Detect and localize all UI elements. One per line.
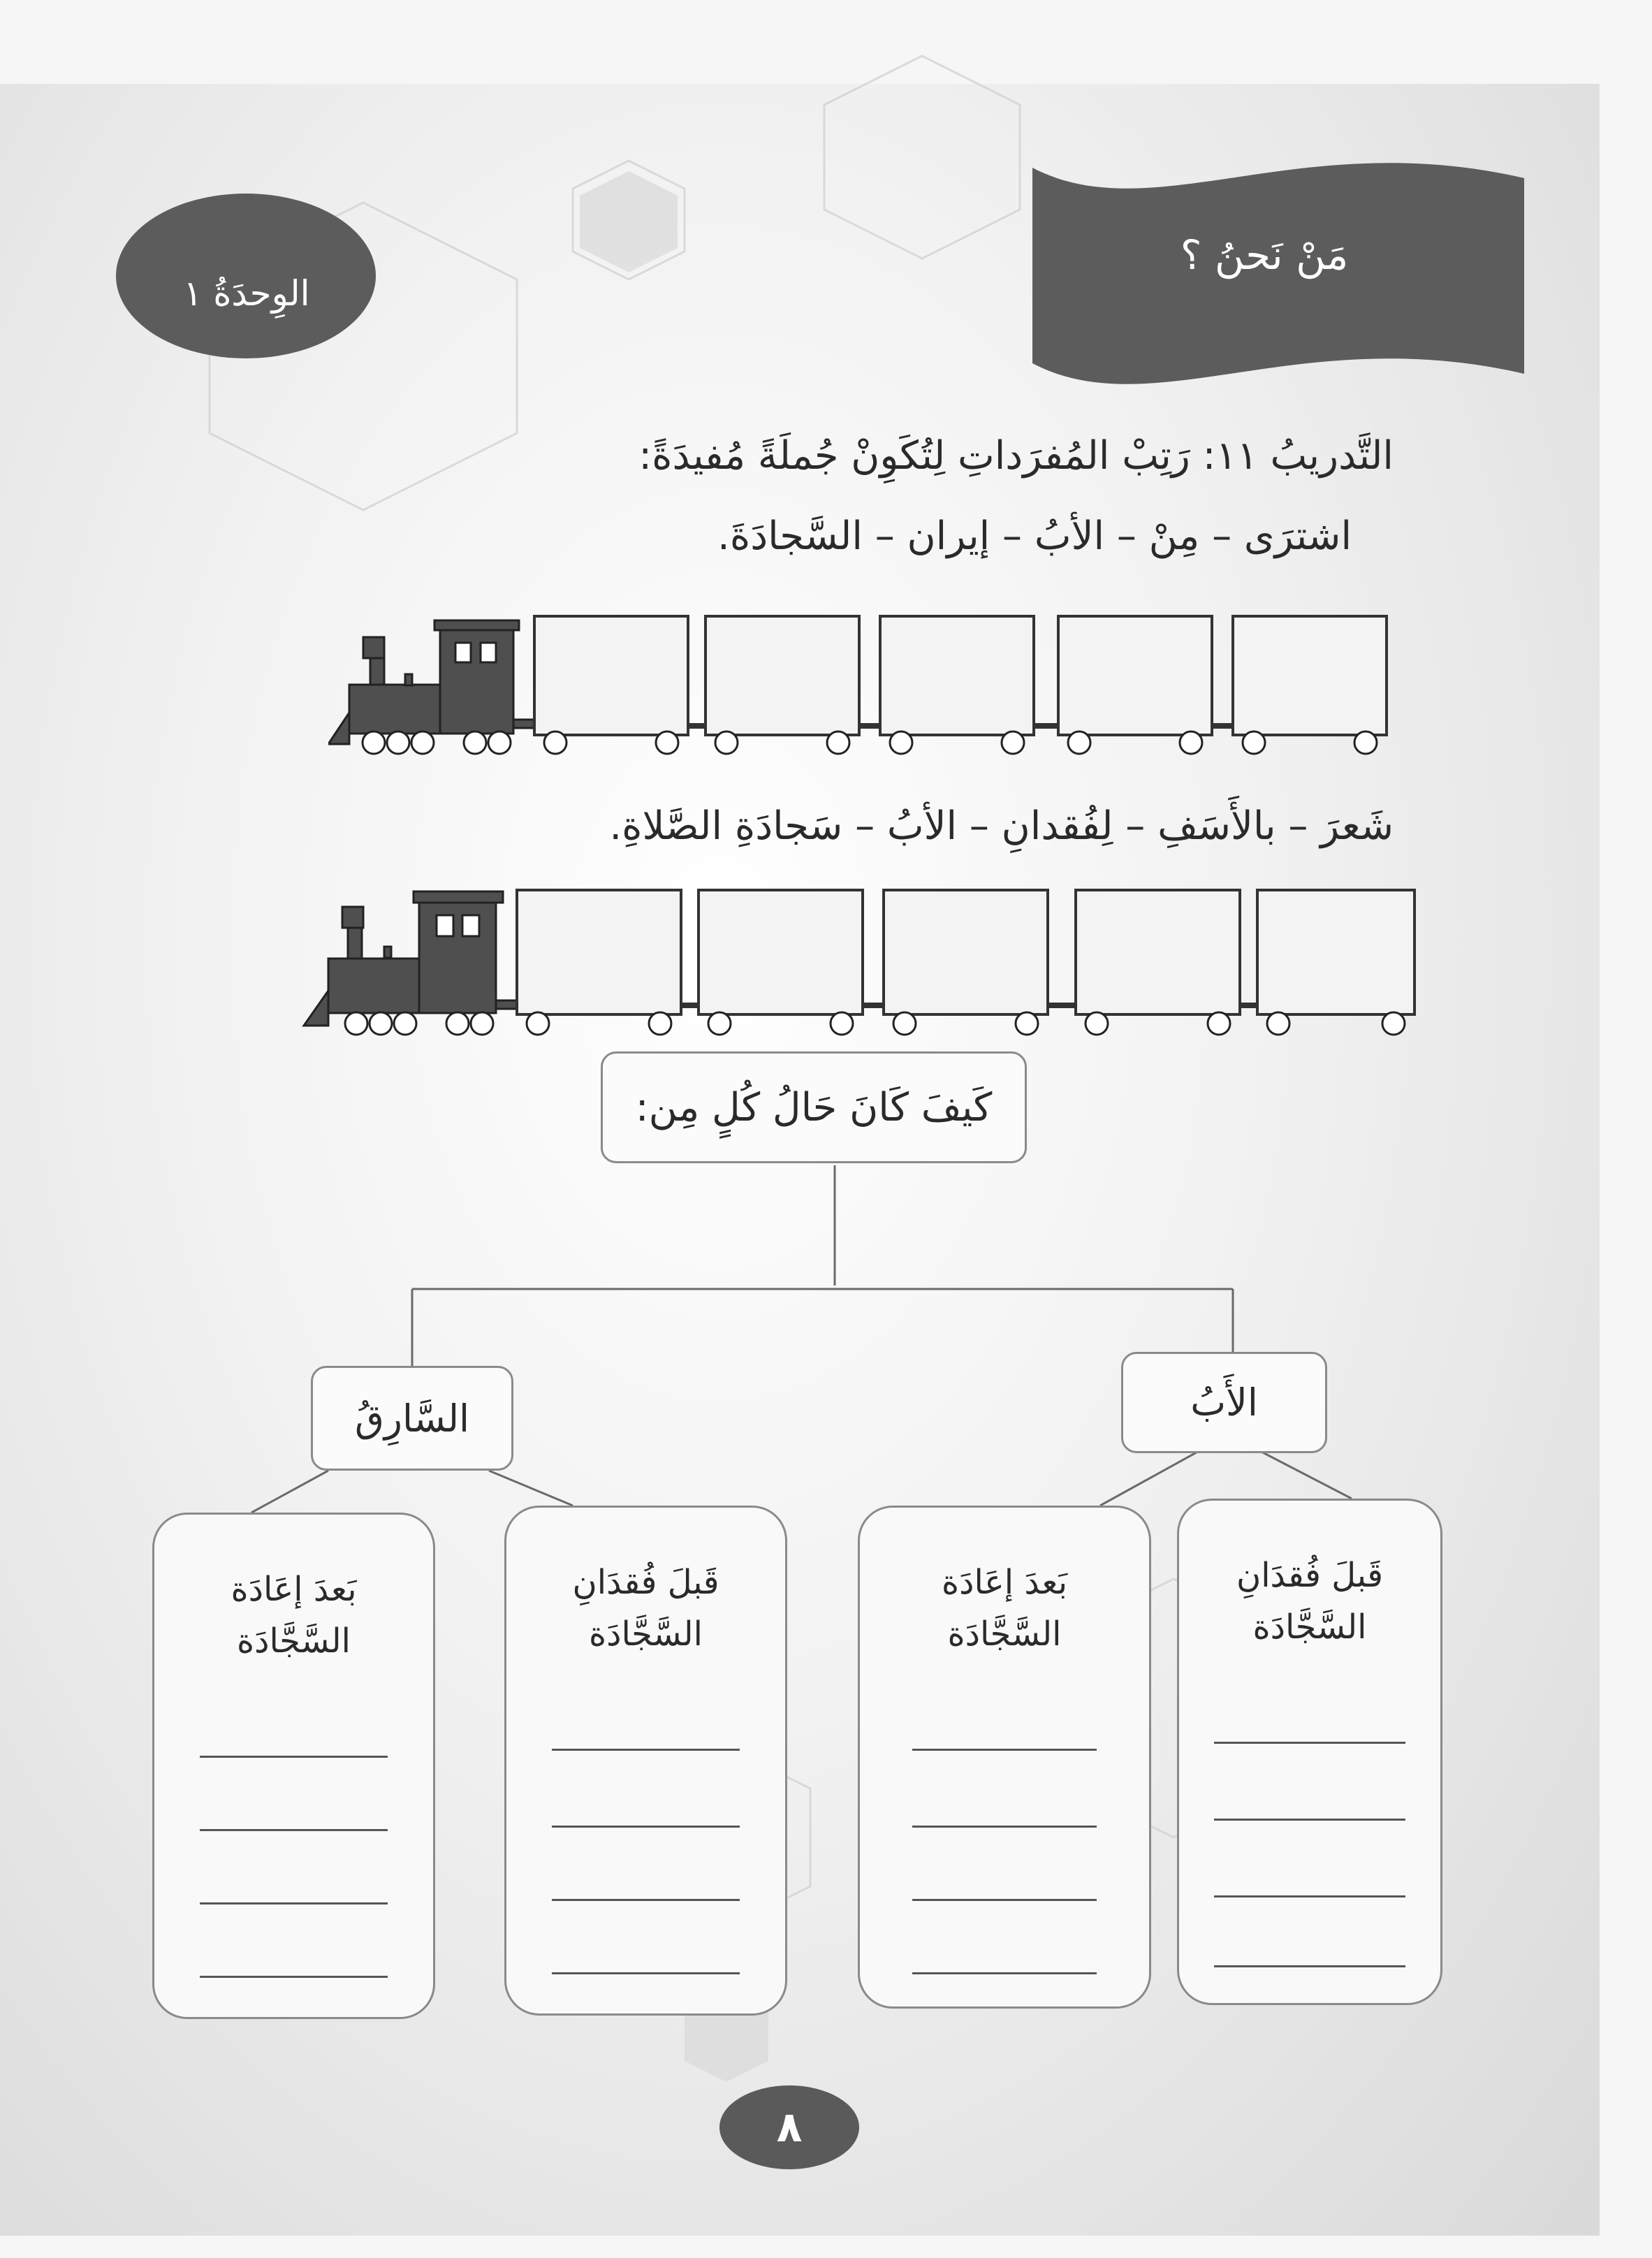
- answer-line[interactable]: [552, 1749, 740, 1751]
- answer-line[interactable]: [1214, 1819, 1405, 1821]
- answer-line[interactable]: [552, 1899, 740, 1901]
- unit-label: الوِحدَةُ ١: [183, 273, 310, 314]
- answer-line[interactable]: [200, 1829, 388, 1831]
- answer-line[interactable]: [912, 1826, 1097, 1828]
- word-list-2: شَعرَ – بالأَسَفِ – لِفُقدانِ – الأبُ – سَجادَةِ الصَّلاةِ.: [609, 803, 1394, 849]
- answer-line[interactable]: [200, 1902, 388, 1904]
- thief-after-label: بَعدَ إعَادَة السَّجَّادَة: [231, 1570, 357, 1661]
- question-box: كَيفَ كَانَ حَالُ كُلٍ مِن:: [601, 1051, 1027, 1163]
- answer-line[interactable]: [1214, 1895, 1405, 1898]
- exercise-instruction: التَّدريبُ ١١: رَتِبْ المُفرَداتِ لِتُكَوِنْ جُملَةً مُفيدَةً:: [638, 433, 1394, 479]
- answer-line[interactable]: [552, 1826, 740, 1828]
- thief-after-box: [152, 1513, 435, 2019]
- father-before-label: قَبلَ فُقدَانِ السَّجَّادَة: [1236, 1556, 1384, 1647]
- answer-line[interactable]: [200, 1976, 388, 1978]
- thief-before-box: [504, 1506, 787, 2016]
- word-list-1: اشترَى – مِنْ – الأبُ – إيران – السَّجادَةَ.: [717, 513, 1352, 559]
- father-before-box: [1177, 1499, 1442, 2005]
- page-number: ٨: [719, 2085, 859, 2169]
- answer-line[interactable]: [912, 1899, 1097, 1901]
- answer-line[interactable]: [912, 1749, 1097, 1751]
- father-box: الأَبُ: [1121, 1352, 1327, 1453]
- father-after-label: بَعدَ إعَادَة السَّجَّادَة: [941, 1563, 1068, 1654]
- answer-line[interactable]: [200, 1756, 388, 1758]
- thief-before-label: قَبلَ فُقدَانِ السَّجَّادَة: [572, 1563, 719, 1654]
- answer-line[interactable]: [1214, 1742, 1405, 1744]
- answer-line[interactable]: [912, 1972, 1097, 1974]
- thief-box: السَّارِقُ: [311, 1366, 513, 1471]
- father-after-box: [858, 1506, 1151, 2009]
- answer-line[interactable]: [552, 1972, 740, 1974]
- answer-line[interactable]: [1214, 1965, 1405, 1967]
- lesson-title: مَنْ نَحنُ ؟: [1180, 231, 1349, 279]
